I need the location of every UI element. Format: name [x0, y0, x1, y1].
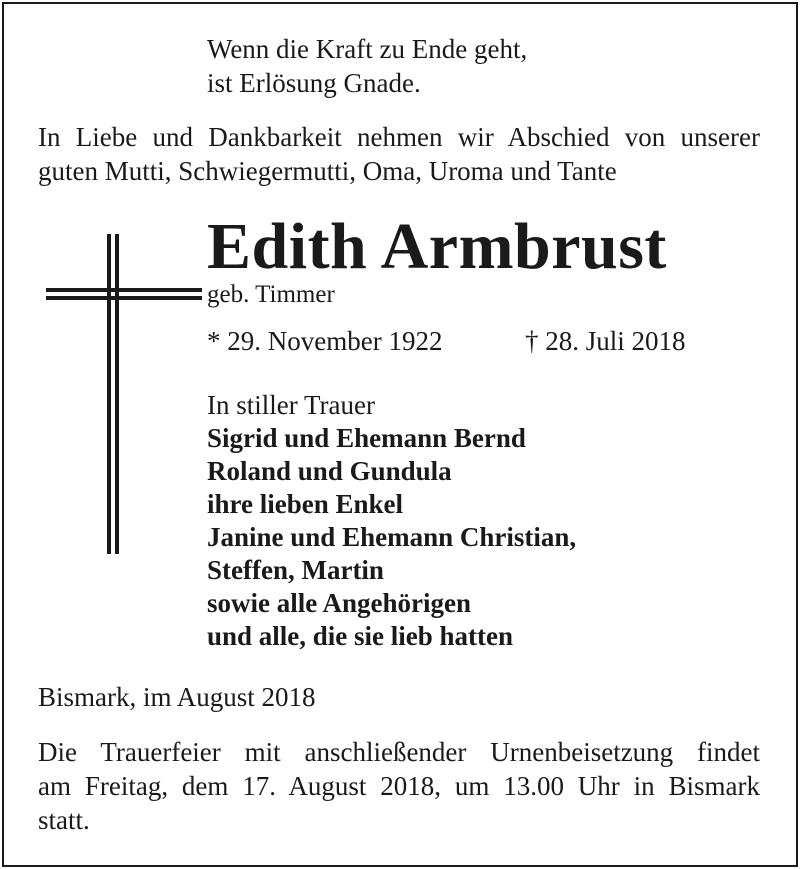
- motto-line-1: Wenn die Kraft zu Ende geht,: [207, 34, 528, 64]
- funeral-info-line-2: am Freitag, dem 17. August 2018, um 13.00 Uhr in Bismark: [38, 771, 760, 801]
- intro-line-1: In Liebe und Dankbarkeit nehmen wir Abschied von unserer: [38, 122, 760, 152]
- mourner-line: und alle, die sie lieb hatten: [207, 621, 514, 651]
- death-date: † 28. Juli 2018: [525, 326, 686, 356]
- mourner-line: sowie alle Angehörigen: [207, 588, 471, 618]
- place-date: Bismark, im August 2018: [38, 682, 316, 712]
- mourner-line: ihre lieben Enkel: [207, 489, 404, 519]
- intro-line-2: guten Mutti, Schwiegermutti, Oma, Uroma und Tante: [38, 156, 617, 186]
- cross-icon: [40, 234, 210, 554]
- mourner-line: Roland und Gundula: [207, 456, 452, 486]
- funeral-info-line-3: statt.: [38, 805, 90, 835]
- motto-line-2: ist Erlösung Gnade.: [207, 68, 421, 98]
- birth-date: * 29. November 1922: [207, 326, 443, 356]
- deceased-name: Edith Armbrust: [207, 210, 667, 283]
- mourner-line: Sigrid und Ehemann Bernd: [207, 423, 526, 453]
- mourner-line: Steffen, Martin: [207, 555, 384, 585]
- funeral-info-line-1: Die Trauerfeier mit anschließender Urnenbeisetzung findet: [38, 737, 760, 767]
- mourner-line: Janine und Ehemann Christian,: [207, 522, 577, 552]
- maiden-name: geb. Timmer: [207, 281, 335, 308]
- mourning-heading: In stiller Trauer: [207, 390, 375, 420]
